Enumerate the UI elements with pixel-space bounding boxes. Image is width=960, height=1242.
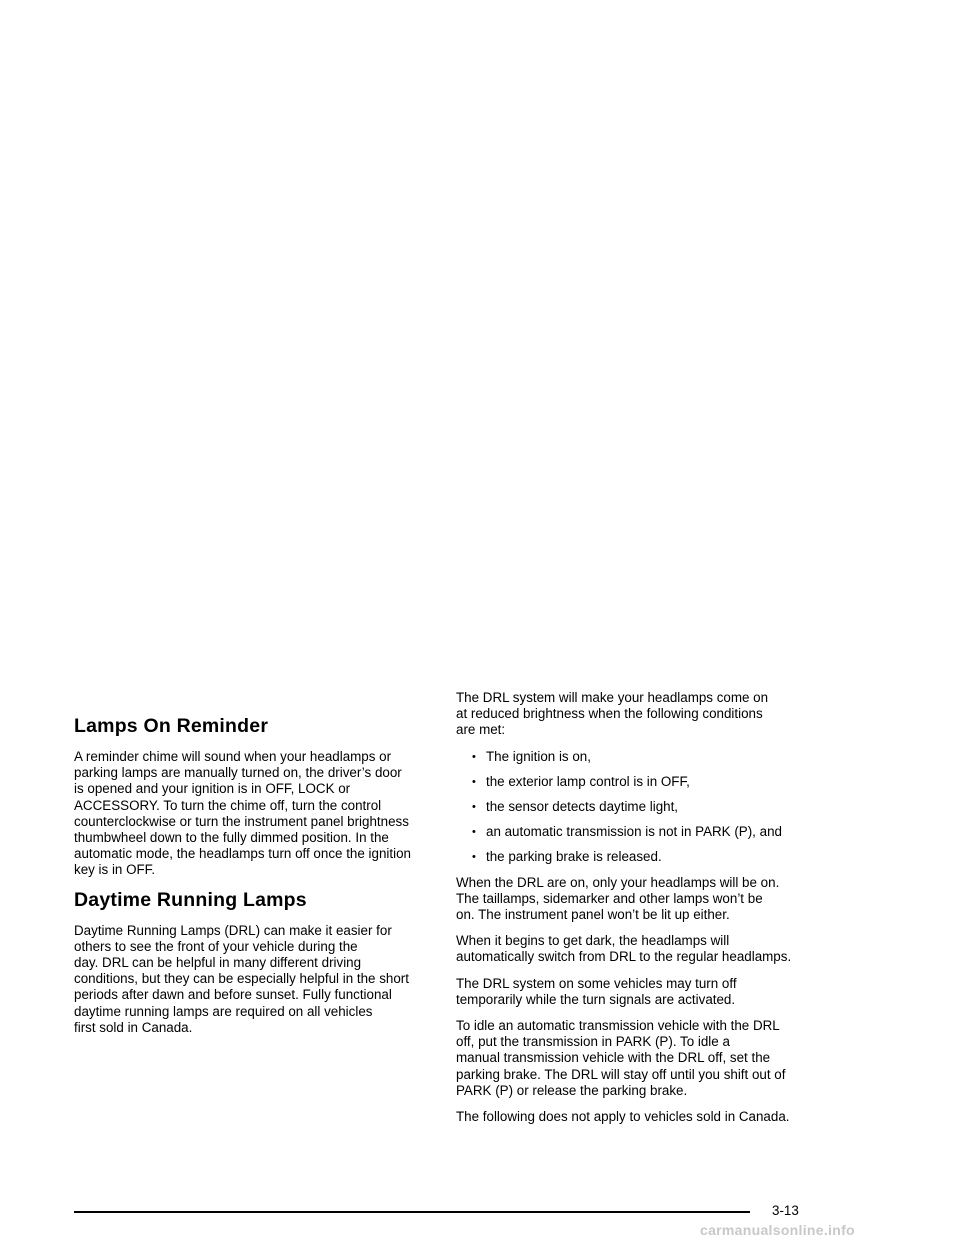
drl-intro-paragraph: The DRL system will make your headlamps come on at reduced brightness when the following conditions are met: — [456, 690, 769, 738]
list-item-text: the parking brake is released. — [486, 849, 662, 865]
right-column — [456, 690, 824, 1135]
list-item — [456, 749, 824, 765]
list-item — [456, 824, 824, 840]
drl-canada-note: The following does not apply to vehicles sold in Canada. — [456, 1109, 790, 1125]
bullet-icon: • — [472, 775, 476, 788]
paragraph-daytime-running-lamps: Daytime Running Lamps (DRL) can make it easier for others to see the front of your vehicle during the day. DRL can be helpful in many different driving conditions, but they can be especially helpful in the short periods after dawn and before sunset. Fully functional daytime running lamps are required on all vehicles first sold in Canada. — [74, 922, 409, 1035]
list-item — [456, 774, 824, 790]
list-item-text: an automatic transmission is not in PARK (P), and — [486, 824, 782, 840]
bullet-icon: • — [472, 851, 476, 864]
bullet-icon: • — [472, 801, 476, 814]
list-item-text: the sensor detects daytime light, — [486, 799, 679, 815]
heading-lamps-on-reminder: Lamps On Reminder — [74, 715, 269, 737]
heading-daytime-running-lamps: Daytime Running Lamps — [74, 888, 307, 911]
list-item-text: The ignition is on, — [486, 748, 591, 764]
watermark: carmanualsonline.info — [700, 1222, 855, 1238]
drl-dark-paragraph: When it begins to get dark, the headlamps will automatically switch from DRL to the regular headlamps. — [456, 933, 792, 965]
list-item — [456, 799, 824, 815]
drl-idle-paragraph: To idle an automatic transmission vehicle with the DRL off, put the transmission in PARK (P). To idle a manual transmission vehicle with the DRL off, set the parking brake. The DRL will stay off until you shift out of PARK (P) or release the parking brake. — [456, 1018, 786, 1098]
drl-conditions-list — [456, 749, 824, 866]
left-column — [74, 715, 442, 1046]
paragraph-lamps-on-reminder: A reminder chime will sound when your headlamps or parking lamps are manually turned on, the driver’s door is opened and your ignition is in OFF, LOCK or ACCESSORY. To turn the chime off, turn the control counterclockwise or turn the instrument panel brightness thumbwheel down to the fully dimmed position. In the automatic mode, the headlamps turn off once the ignition key is in OFF. — [74, 749, 411, 878]
page-number: 3-13 — [772, 1203, 799, 1218]
bullet-icon: • — [472, 826, 476, 839]
drl-turn-signals-paragraph: The DRL system on some vehicles may turn off temporarily while the turn signals are activated. — [456, 975, 737, 1007]
list-item — [456, 849, 824, 865]
bullet-icon: • — [472, 750, 476, 763]
drl-on-paragraph: When the DRL are on, only your headlamps will be on. The taillamps, sidemarker and other lamps won’t be on. The instrument panel won’t be lit up either. — [456, 874, 780, 923]
footer-rule — [74, 1211, 750, 1213]
list-item-text: the exterior lamp control is in OFF, — [486, 773, 690, 789]
